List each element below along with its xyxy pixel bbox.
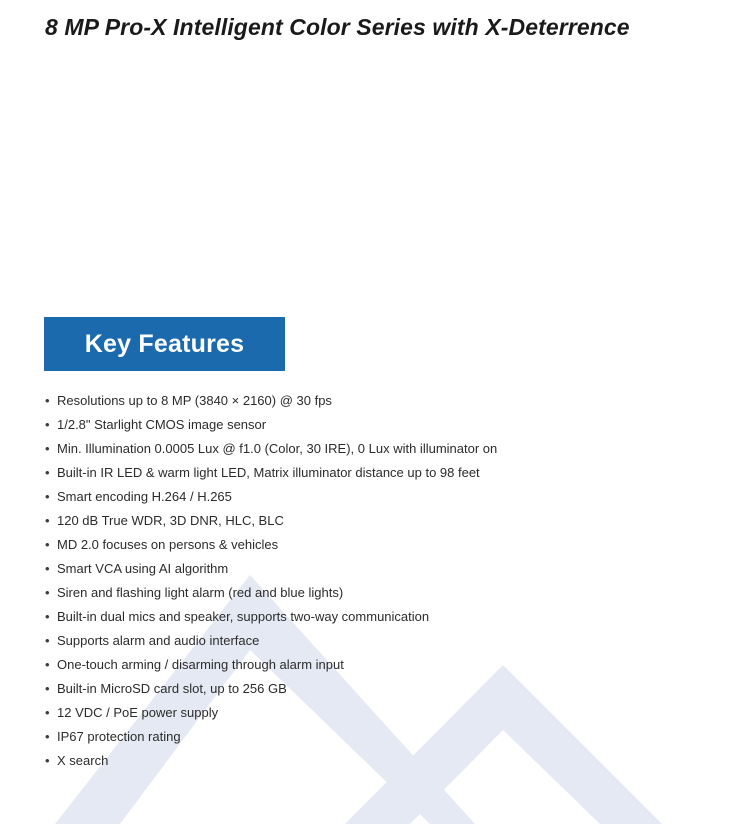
bullet-icon: •	[45, 657, 50, 672]
bullet-icon: •	[45, 705, 50, 720]
bullet-icon: •	[45, 441, 50, 456]
feature-list	[45, 389, 497, 773]
bullet-icon: •	[45, 465, 50, 480]
feature-item	[45, 629, 497, 653]
feature-text: Resolutions up to 8 MP (3840 × 2160) @ 30 fps	[57, 393, 332, 408]
feature-text: Built-in MicroSD card slot, up to 256 GB	[57, 681, 287, 696]
feature-text: 120 dB True WDR, 3D DNR, HLC, BLC	[57, 513, 284, 528]
feature-item	[45, 653, 497, 677]
feature-item	[45, 677, 497, 701]
feature-text: Smart VCA using AI algorithm	[57, 561, 229, 576]
feature-item	[45, 605, 497, 629]
feature-item	[45, 389, 497, 413]
bullet-icon: •	[45, 681, 50, 696]
key-features-banner	[44, 317, 285, 371]
feature-text: Smart encoding H.264 / H.265	[57, 489, 232, 504]
feature-item	[45, 461, 497, 485]
bullet-icon: •	[45, 633, 50, 648]
bullet-icon: •	[45, 537, 50, 552]
bullet-icon: •	[45, 417, 50, 432]
bullet-icon: •	[45, 753, 50, 768]
feature-item	[45, 581, 497, 605]
page-title: 8 MP Pro-X Intelligent Color Series with X-Deterrence	[45, 14, 630, 40]
feature-item	[45, 557, 497, 581]
feature-text: Min. Illumination 0.0005 Lux @ f1.0 (Color, 30 IRE), 0 Lux with illuminator on	[57, 441, 498, 456]
bullet-icon: •	[45, 393, 50, 408]
feature-text: X search	[57, 753, 109, 768]
bullet-icon: •	[45, 729, 50, 744]
feature-item	[45, 509, 497, 533]
bullet-icon: •	[45, 513, 50, 528]
feature-text: MD 2.0 focuses on persons & vehicles	[57, 537, 279, 552]
bullet-icon: •	[45, 489, 50, 504]
bullet-icon: •	[45, 609, 50, 624]
bullet-icon: •	[45, 561, 50, 576]
feature-text: One-touch arming / disarming through alarm input	[57, 657, 344, 672]
feature-text: 12 VDC / PoE power supply	[57, 705, 219, 720]
bullet-icon: •	[45, 585, 50, 600]
feature-item	[45, 437, 497, 461]
feature-text: 1/2.8" Starlight CMOS image sensor	[57, 417, 267, 432]
feature-text: Built-in dual mics and speaker, supports two-way communication	[57, 609, 430, 624]
feature-text: IP67 protection rating	[57, 729, 181, 744]
feature-item	[45, 725, 497, 749]
feature-text: Supports alarm and audio interface	[57, 633, 260, 648]
key-features-heading: Key Features	[84, 329, 245, 358]
feature-item	[45, 413, 497, 437]
feature-text: Siren and flashing light alarm (red and blue lights)	[57, 585, 344, 600]
feature-item	[45, 533, 497, 557]
feature-item	[45, 701, 497, 725]
feature-item	[45, 749, 497, 773]
feature-item	[45, 485, 497, 509]
feature-text: Built-in IR LED & warm light LED, Matrix illuminator distance up to 98 feet	[57, 465, 480, 480]
